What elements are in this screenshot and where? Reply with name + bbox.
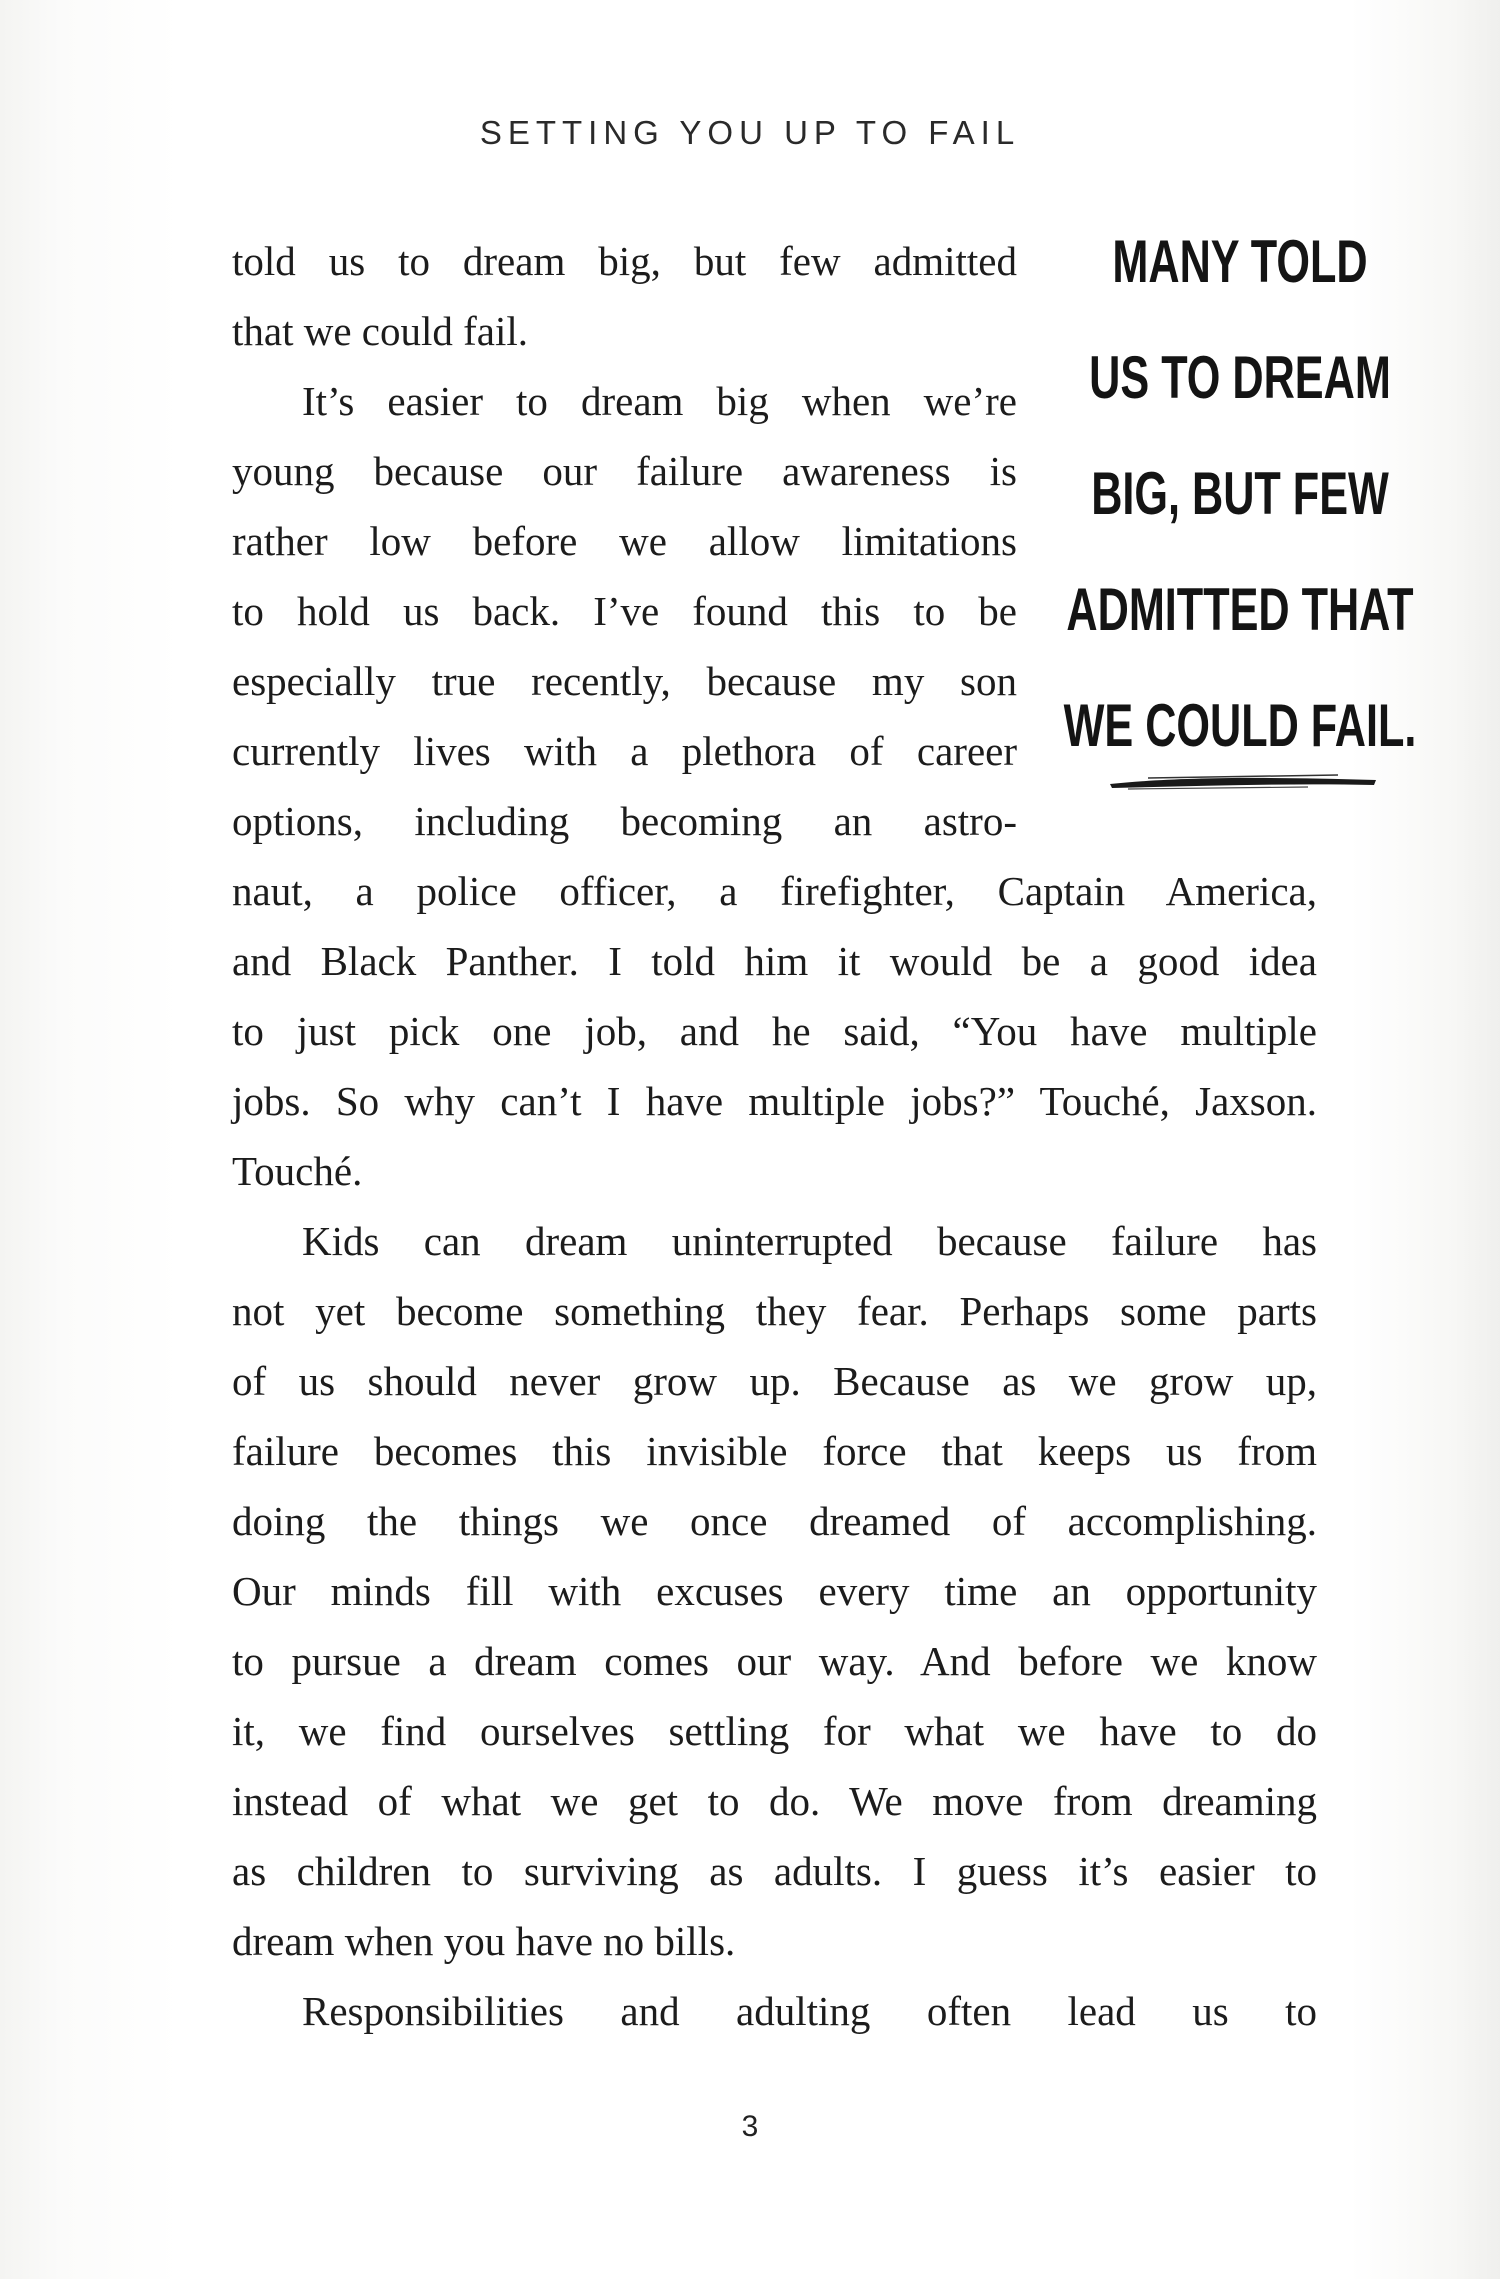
text-line: Our minds fill with excuses every time an opportunity: [232, 1568, 1317, 1614]
page-number: 3: [741, 2110, 759, 2143]
pull-quote-line: WE COULD FAIL.: [1063, 692, 1417, 759]
pull-quote-line: MANY TOLD: [1112, 228, 1368, 295]
text-line: it, we find ourselves settling for what we have to do: [232, 1708, 1317, 1754]
pull-quote-brush-rule: [1108, 772, 1378, 792]
text-line: options, including becoming an astro-: [232, 798, 1017, 844]
text-line: dream when you have no bills.: [232, 1918, 736, 1964]
running-head: SETTING YOU UP TO FAIL: [479, 114, 1021, 151]
pull-quote-line: US TO DREAM: [1089, 344, 1391, 411]
pull-quote-line: BIG, BUT FEW: [1091, 460, 1389, 527]
text-line: Kids can dream uninterrupted because failure has: [302, 1218, 1317, 1264]
text-line: to hold us back. I’ve found this to be: [232, 588, 1017, 634]
text-line: It’s easier to dream big when we’re: [302, 378, 1017, 424]
text-line: especially true recently, because my son: [232, 658, 1017, 704]
text-line: to just pick one job, and he said, “You have multiple: [232, 1008, 1317, 1054]
text-line: young because our failure awareness is: [232, 448, 1017, 494]
text-line: Responsibilities and adulting often lead us to: [302, 1988, 1317, 2034]
pull-quote-line: ADMITTED THAT: [1066, 576, 1414, 643]
text-line: that we could fail.: [232, 308, 529, 354]
text-line: naut, a police officer, a firefighter, Captain America,: [232, 868, 1317, 914]
text-line: instead of what we get to do. We move from dreaming: [232, 1778, 1317, 1824]
pull-quote: [1060, 228, 1420, 812]
text-line: doing the things we once dreamed of accomplishing.: [232, 1498, 1317, 1544]
text-line: not yet become something they fear. Perhaps some parts: [232, 1288, 1317, 1334]
text-line: failure becomes this invisible force that keeps us from: [232, 1428, 1317, 1474]
text-line: as children to surviving as adults. I guess it’s easier to: [232, 1848, 1317, 1894]
text-line: rather low before we allow limitations: [232, 518, 1017, 564]
text-line: Touché.: [232, 1148, 363, 1194]
text-line: to pursue a dream comes our way. And before we know: [232, 1638, 1317, 1684]
text-line: currently lives with a plethora of career: [232, 728, 1017, 774]
text-line: and Black Panther. I told him it would be a good idea: [232, 938, 1317, 984]
text-line: told us to dream big, but few admitted: [232, 238, 1017, 284]
text-line: jobs. So why can’t I have multiple jobs?” Touché, Jaxson.: [232, 1078, 1317, 1124]
text-line: of us should never grow up. Because as we grow up,: [232, 1358, 1317, 1404]
